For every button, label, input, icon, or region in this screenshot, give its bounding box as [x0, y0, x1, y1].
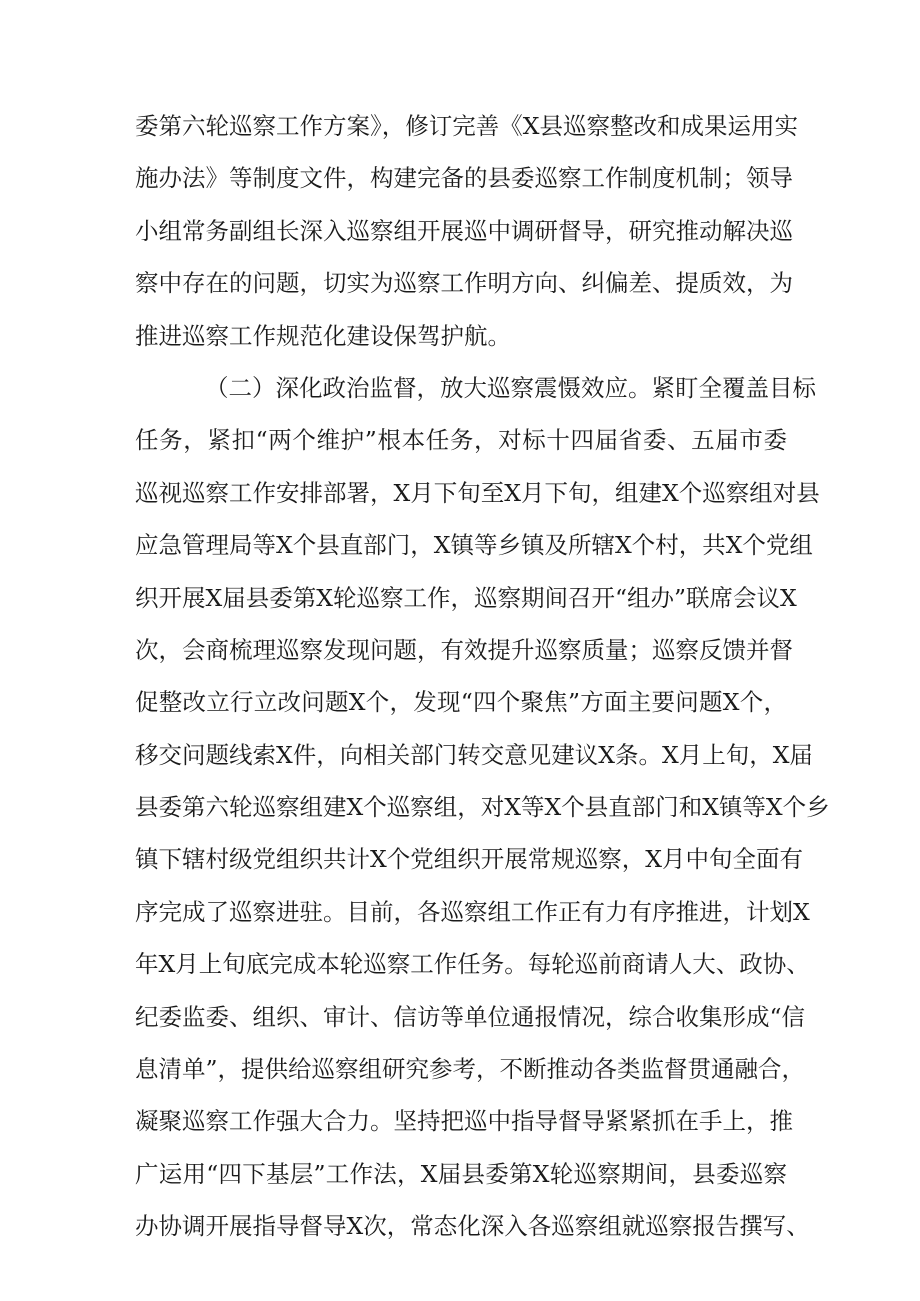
- text-line: 纪委监委、组织、审计、信访等单位通报情况，综合收集形成“信: [135, 1002, 806, 1031]
- text-line: 年X月上旬底完成本轮巡察工作任务。每轮巡前商请人大、政协、: [135, 950, 810, 979]
- text-line: 次，会商梳理巡察发现问题，有效提升巡察质量；巡察反馈并督: [135, 635, 793, 664]
- text-line: 移交问题线索X件，向相关部门转交意见建议X条。X月上旬，X届: [135, 740, 813, 769]
- text-line: 小组常务副组长深入巡察组开展巡中调研督导，研究推动解决巡: [135, 216, 793, 245]
- text-line: 凝聚巡察工作强大合力。坚持把巡中指导督导紧紧抓在手上，推: [135, 1107, 793, 1136]
- text-line: 施办法》等制度文件，构建完备的县委巡察工作制度机制；领导: [135, 164, 793, 193]
- text-line: 应急管理局等X个县直部门，X镇等乡镇及所辖X个村，共X个党组: [135, 531, 813, 560]
- text-line: 促整改立行立改问题X个，发现“四个聚焦”方面主要问题X个，: [135, 688, 787, 717]
- text-line: 县委第六轮巡察组建X个巡察组，对X等X个县直部门和X镇等X个乡: [135, 793, 830, 822]
- text-line: 任务，紧扣“两个维护”根本任务，对标十四届省委、五届市委: [135, 426, 787, 455]
- text-line: 办协调开展指导督导X次，常态化深入各巡察组就巡察报告撰写、: [135, 1212, 810, 1241]
- text-line: 息清单”，提供给巡察组研究参考，不断推动各类监督贯通融合，: [135, 1055, 806, 1084]
- text-line: 推进巡察工作规范化建设保驾护航。: [135, 321, 511, 350]
- text-line: 委第六轮巡察工作方案》，修订完善《X县巡察整改和成果运用实: [135, 112, 798, 140]
- text-line: 镇下辖村级党组织共计X个党组织开展常规巡察，X月中旬全面有: [135, 845, 803, 874]
- text-line: 巡视巡察工作安排部署，X月下旬至X月下旬，组建X个巡察组对县: [135, 478, 820, 507]
- text-line: 广运用“四下基层”工作法，X届县委第X轮巡察期间，县委巡察: [135, 1159, 787, 1188]
- text-line: （二）深化政治监督，放大巡察震慑效应。紧盯全覆盖目标: [205, 373, 816, 402]
- document-body: [135, 100, 830, 1253]
- text-line: 察中存在的问题，切实为巡察工作明方向、纠偏差、提质效，为: [135, 269, 793, 298]
- text-line: 织开展X届县委第X轮巡察工作，巡察期间召开“组办”联席会议X: [135, 583, 797, 612]
- text-line: 序完成了巡察进驻。目前，各巡察组工作正有力有序推进，计划X: [135, 897, 810, 926]
